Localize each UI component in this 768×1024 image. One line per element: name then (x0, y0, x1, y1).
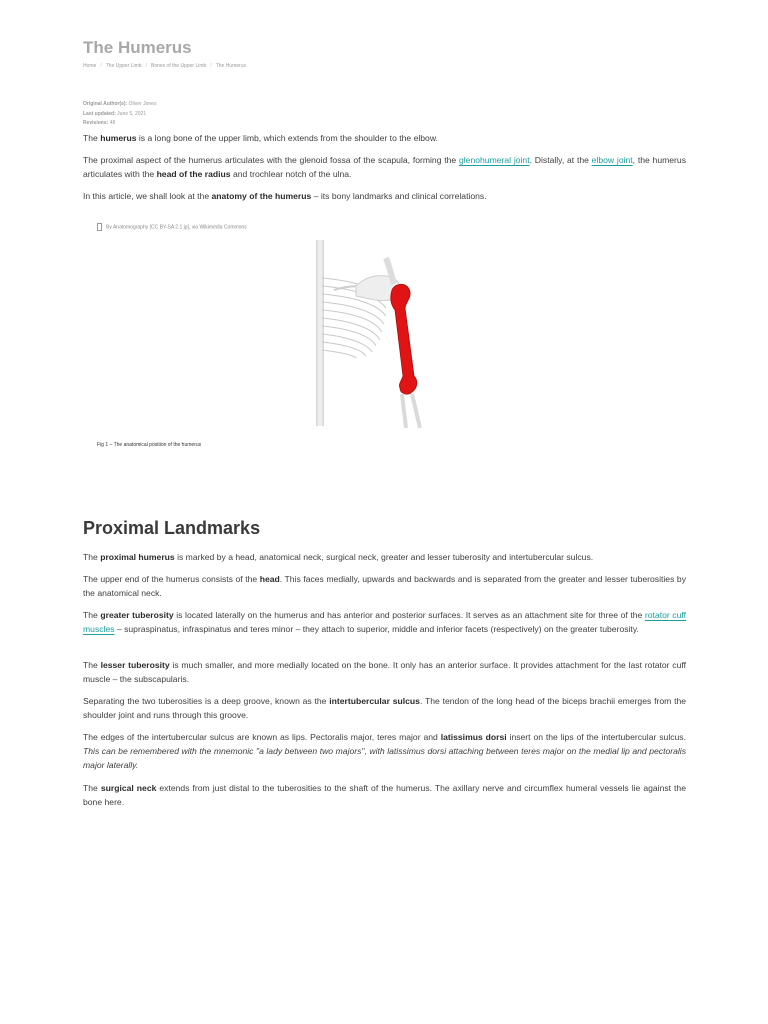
section-paragraph-4: The lesser tuberosity is much smaller, and more medially located on the bone. It only has an anterior surface. It provides attachment for the last rotator cuff muscle – the subscapularis. (83, 660, 686, 684)
humerus-figure (316, 238, 430, 428)
article-meta (83, 100, 156, 129)
intro-paragraph-1: The humerus is a long bone of the upper limb, which extends from the shoulder to the elbow. (83, 133, 438, 143)
figure-caption: Fig 1 – The anatomical position of the humerus (97, 442, 202, 448)
glenohumeral-joint-link[interactable]: glenohumeral joint (458, 155, 530, 165)
meta-revisions: Revisions: 48 (83, 120, 116, 126)
section-paragraph-2: The upper end of the humerus consists of the head. This faces medially, upwards and backwards and is separated from the greater and lesser tuberosities by the anatomical neck. (83, 574, 686, 598)
section-paragraph-7: The surgical neck extends from just distal to the tuberosities to the shaft of the humerus. The axillary nerve and circumflex humeral vessels lie against the bone here. (83, 783, 686, 807)
meta-author: Original Author(s): Oliver Jones (83, 101, 157, 107)
breadcrumb-home-link[interactable]: Home (83, 63, 97, 69)
rotator-cuff-muscles-link[interactable]: rotator cuff muscles (83, 610, 687, 634)
section-paragraph-5: Separating the two tuberosities is a deep groove, known as the intertubercular sulcus. The tendon of the long head of the biceps brachii emerges from the shoulder joint and runs through this groove. (83, 696, 687, 720)
section-paragraph-1: The proximal humerus is marked by a head, anatomical neck, surgical neck, greater and lesser tuberosity and intertubercular sulcus. (83, 552, 594, 562)
section-paragraph-3: The greater tuberosity is located laterally on the humerus and has anterior and posterior surfaces. It serves as an attachment site for three of the rotator cuff muscles – supraspinatus, infraspinatus and teres minor – they attach to superior, middle and inferior facets (respectively) on the greater tuberosity. (83, 610, 687, 634)
breadcrumb-current: The Humerus (215, 63, 246, 69)
section-paragraph-6: The edges of the intertubercular sulcus are known as lips. Pectoralis major, teres major and latissimus dorsi insert on the lips of the intertubercular sulcus. This can be remembered with the mnemonic "a lady between two majors", with latissimus dorsi attaching between teres major on the medial lip and pectoralis major laterally. (83, 732, 686, 770)
humerus-bone-shape (391, 284, 417, 394)
image-credit-icon (97, 223, 102, 231)
skeleton-torso (320, 240, 386, 426)
breadcrumb-bones-link[interactable]: Bones of the Upper Limb (150, 63, 207, 69)
section-heading: Proximal Landmarks (83, 518, 261, 538)
meta-updated: Last updated: June 5, 2021 (83, 110, 147, 117)
elbow-joint-link[interactable]: elbow joint (591, 155, 633, 165)
breadcrumb-upper-limb-link[interactable]: The Upper Limb (105, 63, 142, 69)
intro-paragraph-2: The proximal aspect of the humerus articulates with the glenoid fossa of the scapula, forming the glenohumeral joint. Distally, at the elbow joint, the humerus articulates with the head of the radius and trochlear notch of the ulna. (83, 155, 686, 179)
page-title: The Humerus (83, 38, 192, 57)
intro-paragraph-3: In this article, we shall look at the anatomy of the humerus – its bony landmarks and clinical correlations. (83, 191, 487, 201)
breadcrumb: Home / The Upper Limb / Bones of the Upper Limb / The Humerus (83, 63, 246, 69)
figure-credit: By Anatomography [CC BY-SA 2.1 jp], via Wikimedia Commons (97, 223, 247, 231)
